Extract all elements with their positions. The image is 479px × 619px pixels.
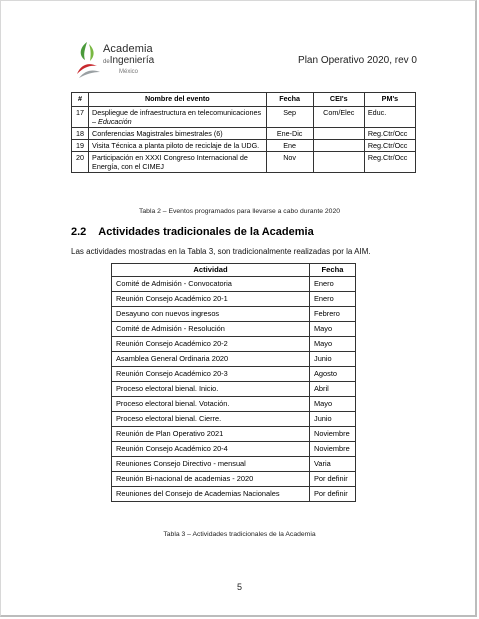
table-row	[112, 472, 356, 487]
section-heading	[71, 226, 314, 238]
academia-logo-mark-icon	[73, 40, 103, 80]
table-row	[112, 412, 356, 427]
cell-fecha: Nov	[266, 152, 313, 173]
table-row	[112, 322, 356, 337]
cell-ceis: Com/Elec	[313, 107, 364, 128]
cell-fecha: Ene-Dic	[266, 128, 313, 140]
table2-caption: Tabla 2 – Eventos programados para llevarse a cabo durante 2020	[138, 208, 340, 215]
cell-actividad: Comité de Admisión - Convocatoria	[112, 277, 310, 292]
table-row	[72, 107, 416, 128]
logo-ingenieria: Ingeniería	[109, 55, 155, 66]
cell-fecha: Por definir	[310, 472, 356, 487]
cell-nombre: Visita Técnica a planta piloto de reciclaje de la UDG.	[89, 140, 267, 152]
table-row	[112, 367, 356, 382]
cell-fecha: Enero	[310, 277, 356, 292]
table-row	[112, 337, 356, 352]
col-fecha: Fecha	[310, 264, 356, 277]
cell-actividad: Proceso electoral bienal. Inicio.	[112, 382, 310, 397]
cell-fecha: Junio	[310, 352, 356, 367]
cell-pms: Reg.Ctr/Occ	[364, 140, 415, 152]
cell-fecha: Mayo	[310, 397, 356, 412]
academia-logo	[73, 40, 173, 82]
table-row	[112, 397, 356, 412]
logo-line-mexico: México	[119, 69, 139, 75]
table-row	[112, 292, 356, 307]
cell-pms: Reg.Ctr/Occ	[364, 152, 415, 173]
col-pms: PM's	[364, 93, 415, 107]
cell-fecha: Por definir	[310, 487, 356, 502]
table-header-row	[72, 93, 416, 107]
cell-actividad: Reunión Consejo Académico 20-3	[112, 367, 310, 382]
logo-line-ingenieria	[103, 55, 154, 68]
cell-actividad: Reunión Consejo Académico 20-2	[112, 337, 310, 352]
table-row	[112, 307, 356, 322]
cell-actividad: Reuniones Consejo Directivo - mensual	[112, 457, 310, 472]
table-row	[112, 427, 356, 442]
cell-pms: Reg.Ctr/Occ	[364, 128, 415, 140]
cell-actividad: Proceso electoral bienal. Votación.	[112, 397, 310, 412]
cell-fecha: Varia	[310, 457, 356, 472]
cell-fecha: Noviembre	[310, 427, 356, 442]
cell-nombre	[89, 107, 267, 128]
col-ceis: CEI's	[313, 93, 364, 107]
cell-fecha: Agosto	[310, 367, 356, 382]
table-row	[112, 352, 356, 367]
table-actividades-body	[112, 277, 356, 502]
cell-num: 18	[72, 128, 89, 140]
table-actividades	[111, 263, 356, 502]
cell-actividad: Reunión Consejo Académico 20-1	[112, 292, 310, 307]
cell-num: 17	[72, 107, 89, 128]
table-header-row	[112, 264, 356, 277]
table-row	[112, 457, 356, 472]
table-row	[72, 140, 416, 152]
cell-fecha: Noviembre	[310, 442, 356, 457]
table-row	[112, 382, 356, 397]
cell-actividad: Reuniones del Consejo de Academias Nacionales	[112, 487, 310, 502]
cell-fecha: Mayo	[310, 337, 356, 352]
cell-actividad: Proceso electoral bienal. Cierre.	[112, 412, 310, 427]
cell-fecha: Mayo	[310, 322, 356, 337]
logo-line-academia: Academia	[103, 43, 153, 55]
section-number: 2.2	[71, 226, 87, 238]
academia-logo-text	[103, 43, 154, 76]
table-row	[112, 487, 356, 502]
cell-nombre: Participación en XXXI Congreso Internacional de Energía, con el CIMEJ	[89, 152, 267, 173]
col-nombre: Nombre del evento	[89, 93, 267, 107]
cell-nombre-text: Despliegue de infraestructura en telecomunicaciones –	[92, 108, 262, 126]
cell-actividad: Reunión Bi-nacional de academias - 2020	[112, 472, 310, 487]
cell-actividad: Reunión de Plan Operativo 2021	[112, 427, 310, 442]
cell-fecha: Enero	[310, 292, 356, 307]
cell-nombre-italic: Educación	[98, 117, 132, 126]
cell-ceis	[313, 128, 364, 140]
table-row	[72, 128, 416, 140]
section-title: Actividades tradicionales de la Academia	[98, 226, 314, 238]
document-title: Plan Operativo 2020, rev 0	[298, 55, 417, 66]
cell-pms: Educ.	[364, 107, 415, 128]
cell-fecha: Sep	[266, 107, 313, 128]
cell-actividad: Comité de Admisión - Resolución	[112, 322, 310, 337]
cell-nombre: Conferencias Magistrales bimestrales (6)	[89, 128, 267, 140]
cell-fecha: Ene	[266, 140, 313, 152]
cell-fecha: Junio	[310, 412, 356, 427]
cell-actividad: Desayuno con nuevos ingresos	[112, 307, 310, 322]
table-row	[72, 152, 416, 173]
col-actividad: Actividad	[112, 264, 310, 277]
table-row	[112, 277, 356, 292]
table3-caption: Tabla 3 – Actividades tradicionales de la Academia	[163, 531, 316, 538]
logo-de: de	[103, 59, 110, 65]
section-paragraph: Las actividades mostradas en la Tabla 3, son tradicionalmente realizadas por la AIM.	[71, 247, 371, 256]
cell-actividad: Asamblea General Ordinaria 2020	[112, 352, 310, 367]
table-row	[112, 442, 356, 457]
cell-actividad: Reunión Consejo Académico 20-4	[112, 442, 310, 457]
cell-num: 20	[72, 152, 89, 173]
cell-fecha: Febrero	[310, 307, 356, 322]
cell-num: 19	[72, 140, 89, 152]
cell-ceis	[313, 152, 364, 173]
page-number: 5	[236, 582, 242, 592]
col-num: #	[72, 93, 89, 107]
table-eventos	[71, 92, 416, 173]
cell-fecha: Abril	[310, 382, 356, 397]
col-fecha: Fecha	[266, 93, 313, 107]
cell-ceis	[313, 140, 364, 152]
